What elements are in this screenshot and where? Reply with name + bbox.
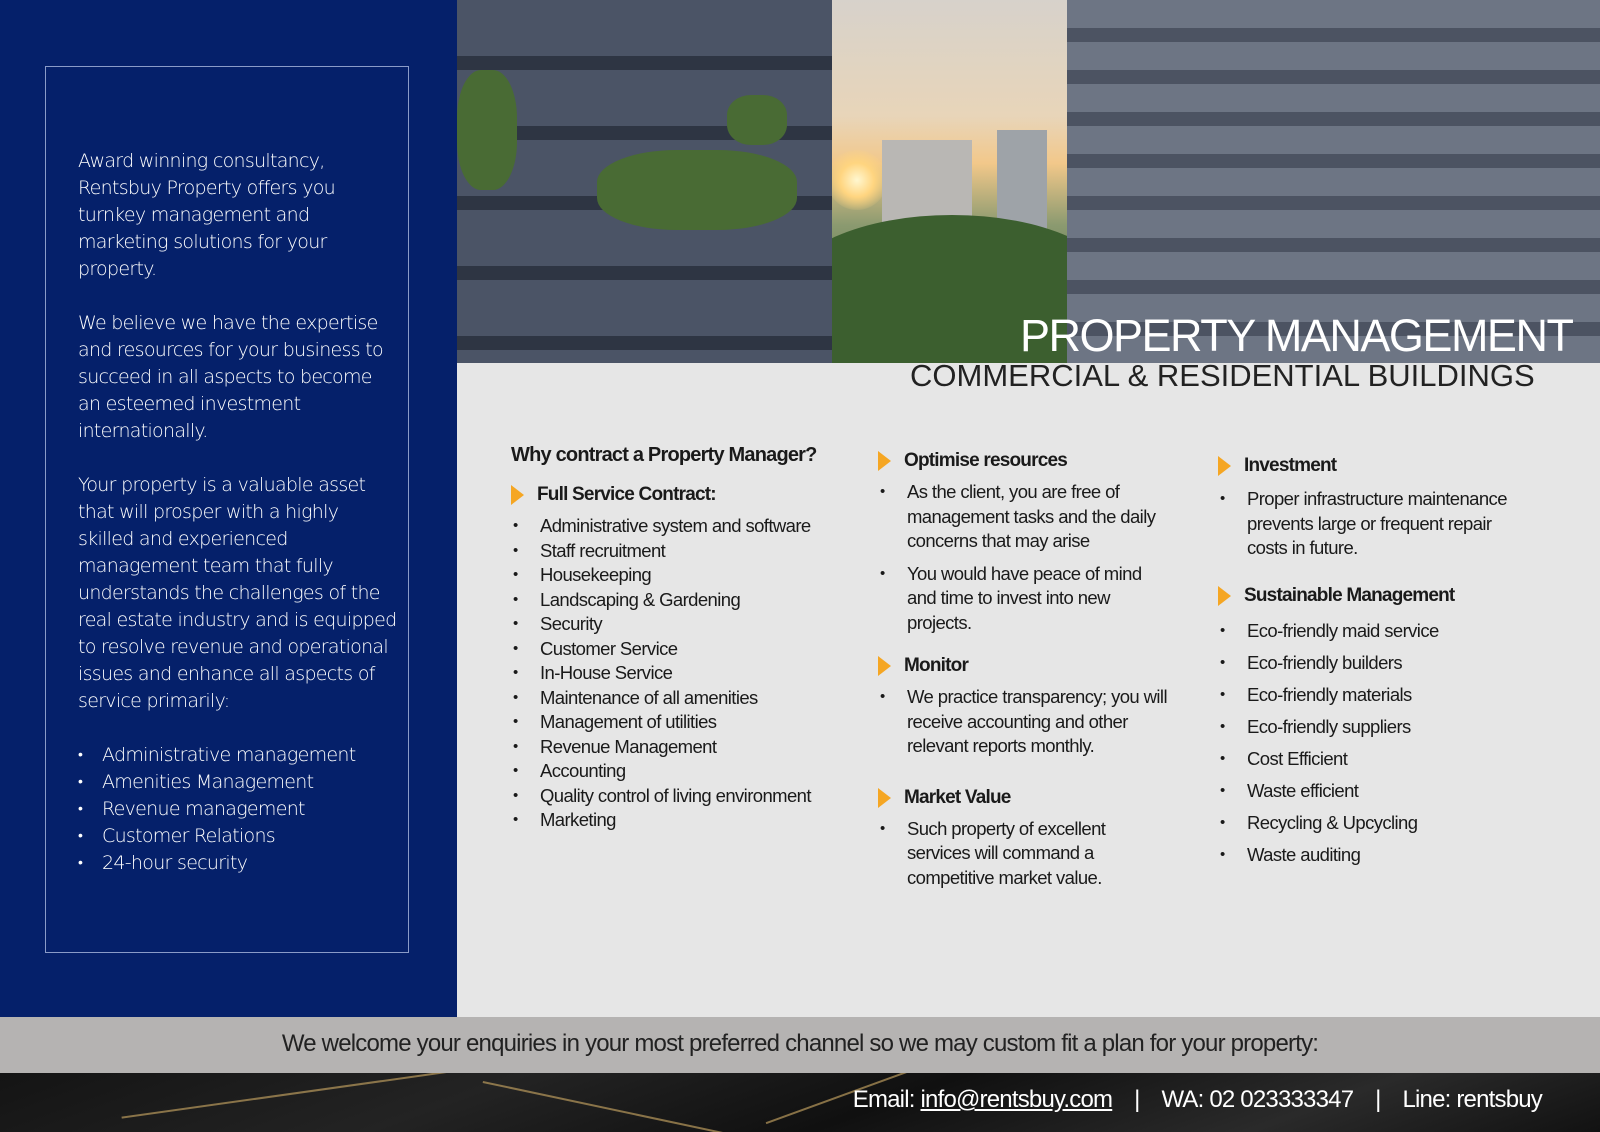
list-item: • Such property of excellent services will command a competitive market value.: [878, 817, 1168, 891]
arrow-icon: [878, 451, 891, 471]
section-title: Optimise resources: [904, 450, 1068, 471]
arrow-icon: [511, 485, 524, 505]
list-item: • Eco-friendly builders: [1218, 647, 1518, 679]
arrow-icon: [878, 656, 891, 676]
list-item: • Staff recruitment: [511, 539, 851, 564]
list-item: • Revenue Management: [511, 735, 851, 760]
hero-subtitle: COMMERCIAL & RESIDENTIAL BUILDINGS: [910, 358, 1535, 393]
list-item: • Waste efficient: [1218, 775, 1518, 807]
investment-list: [1218, 487, 1518, 561]
section-full-service: [511, 484, 851, 506]
list-item: • Security: [511, 612, 851, 637]
list-item: • Customer Service: [511, 637, 851, 662]
intro-paragraph-1: Award winning consultancy, Rentsbuy Property offers you turnkey management and marketing solutions for your property.: [78, 150, 336, 280]
list-item: • Eco-friendly materials: [1218, 679, 1518, 711]
list-item: • Quality control of living environment: [511, 784, 851, 809]
column-benefits: [878, 450, 1168, 898]
service-list: [78, 742, 398, 877]
section-title: Full Service Contract:: [537, 484, 716, 505]
column-heading: Why contract a Property Manager?: [511, 444, 817, 466]
marble-vein: [483, 1081, 738, 1132]
list-item: • Landscaping & Gardening: [511, 588, 851, 613]
list-item: • In-House Service: [511, 661, 851, 686]
service-item: • Customer Relations: [78, 823, 398, 850]
hero-image: [457, 0, 1600, 363]
section-monitor: [878, 655, 1168, 677]
arrow-icon: [1218, 586, 1231, 606]
service-item: • 24-hour security: [78, 850, 398, 877]
building-left: [457, 0, 832, 363]
list-item: • Marketing: [511, 808, 851, 833]
arrow-icon: [1218, 456, 1231, 476]
line-id: Line: rentsbuy: [1402, 1086, 1542, 1113]
list-item: • You would have peace of mind and time to invest into new projects.: [878, 562, 1168, 636]
monitor-list: [878, 685, 1168, 759]
balcony-plants: [597, 150, 797, 230]
section-title: Investment: [1244, 455, 1337, 476]
whatsapp-number: WA: 02 023333347: [1161, 1086, 1354, 1113]
list-item: • Cost Efficient: [1218, 743, 1518, 775]
list-item: • As the client, you are free of management tasks and the daily concerns that may arise: [878, 480, 1168, 554]
list-item: • Maintenance of all amenities: [511, 686, 851, 711]
separator: |: [1375, 1086, 1381, 1113]
enquiry-text: We welcome your enquiries in your most preferred channel so we may custom fit a plan for your property:: [281, 1030, 1319, 1057]
sun-glow: [827, 150, 887, 210]
marble-vein: [122, 1073, 459, 1119]
email-link[interactable]: info@rentsbuy.com: [920, 1086, 1113, 1113]
list-item: • Administrative system and software: [511, 514, 851, 539]
balcony-plants: [457, 70, 517, 190]
list-item: • We practice transparency; you will receive accounting and other relevant reports monthly.: [878, 685, 1168, 759]
list-item: • Housekeeping: [511, 563, 851, 588]
building-right: [1067, 0, 1600, 363]
section-sustainable: [1218, 585, 1518, 607]
market-list: [878, 817, 1168, 891]
list-item: • Waste auditing: [1218, 839, 1518, 871]
section-market-value: [878, 787, 1168, 809]
contact-info: [853, 1086, 1542, 1114]
section-optimise: [878, 450, 1168, 472]
optimise-list: [878, 480, 1168, 635]
intro-paragraph-2: We believe we have the expertise and resources for your business to succeed in all aspects to become an esteemed investment internationally.: [78, 312, 383, 442]
section-title: Monitor: [904, 655, 969, 676]
section-title: Market Value: [904, 786, 1011, 808]
list-item: • Eco-friendly maid service: [1218, 615, 1518, 647]
arrow-icon: [878, 788, 891, 808]
full-service-list: [511, 514, 851, 833]
service-item: • Administrative management: [78, 742, 398, 769]
list-item: • Accounting: [511, 759, 851, 784]
list-item: • Recycling & Upcycling: [1218, 807, 1518, 839]
intro-text: [78, 148, 398, 877]
column-why: [511, 444, 851, 833]
sustainable-list: [1218, 615, 1518, 871]
intro-paragraph-3: Your property is a valuable asset that will prosper with a highly skilled and experienced management team that fully understands the challenges of the real estate industry and is equipped to resolve revenue and operational issues and enhance all aspects of service primarily:: [78, 474, 397, 712]
email-label: Email:: [852, 1086, 915, 1113]
section-title: Sustainable Management: [1244, 584, 1455, 606]
list-item: • Proper infrastructure maintenance prevents large or frequent repair costs in future.: [1218, 487, 1518, 561]
list-item: • Eco-friendly suppliers: [1218, 711, 1518, 743]
column-investment: [1218, 455, 1518, 871]
hero-title: PROPERTY MANAGEMENT: [1020, 310, 1573, 361]
service-item: • Amenities Management: [78, 769, 398, 796]
service-item: • Revenue management: [78, 796, 398, 823]
balcony-plants: [727, 95, 787, 145]
separator: |: [1134, 1086, 1140, 1113]
list-item: • Management of utilities: [511, 710, 851, 735]
section-investment: [1218, 455, 1518, 477]
